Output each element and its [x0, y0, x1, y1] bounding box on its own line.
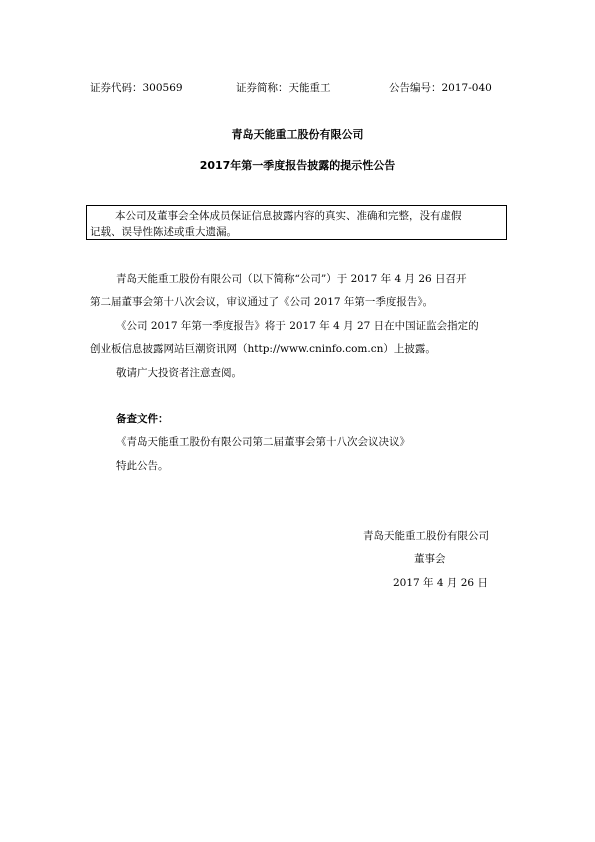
attachment-item: 《青岛天能重工股份有限公司第二届董事会第十八次会议决议》	[116, 436, 410, 448]
signature-company: 青岛天能重工股份有限公司	[363, 530, 489, 542]
paragraph-2-line-2: 创业板信息披露网站巨潮资讯网（http://www.cninfo.com.cn）上披露。	[90, 343, 436, 355]
company-title: 青岛天能重工股份有限公司	[231, 128, 364, 141]
paragraph-2-line-1: 《公司 2017 年第一季度报告》将于 2017 年 4 月 27 日在中国证监会指定的	[116, 320, 479, 332]
disclaimer-line-1: 本公司及董事会全体成员保证信息披露内容的真实、准确和完整，没有虚假	[115, 210, 462, 222]
attachments-heading: 备查文件：	[116, 413, 169, 425]
document-title: 2017年第一季度报告披露的提示性公告	[199, 159, 396, 172]
paragraph-1-line-1: 青岛天能重工股份有限公司（以下简称“公司”）于 2017 年 4 月 26 日召开	[116, 273, 467, 285]
signature-board: 董事会	[414, 553, 446, 565]
paragraph-3: 敬请广大投资者注意查阅。	[116, 367, 242, 379]
closing-statement: 特此公告。	[116, 460, 169, 472]
disclaimer-line-2: 记载、误导性陈述或重大遗漏。	[90, 226, 237, 238]
paragraph-1-line-2: 第二届董事会第十八次会议，审议通过了《公司 2017 年第一季度报告》。	[90, 296, 434, 308]
signature-date: 2017 年 4 月 26 日	[393, 577, 488, 589]
stock-code: 证券代码：300569	[90, 82, 183, 94]
notice-number: 公告编号：2017-040	[389, 82, 492, 94]
stock-short-name: 证券简称：天能重工	[236, 82, 331, 94]
